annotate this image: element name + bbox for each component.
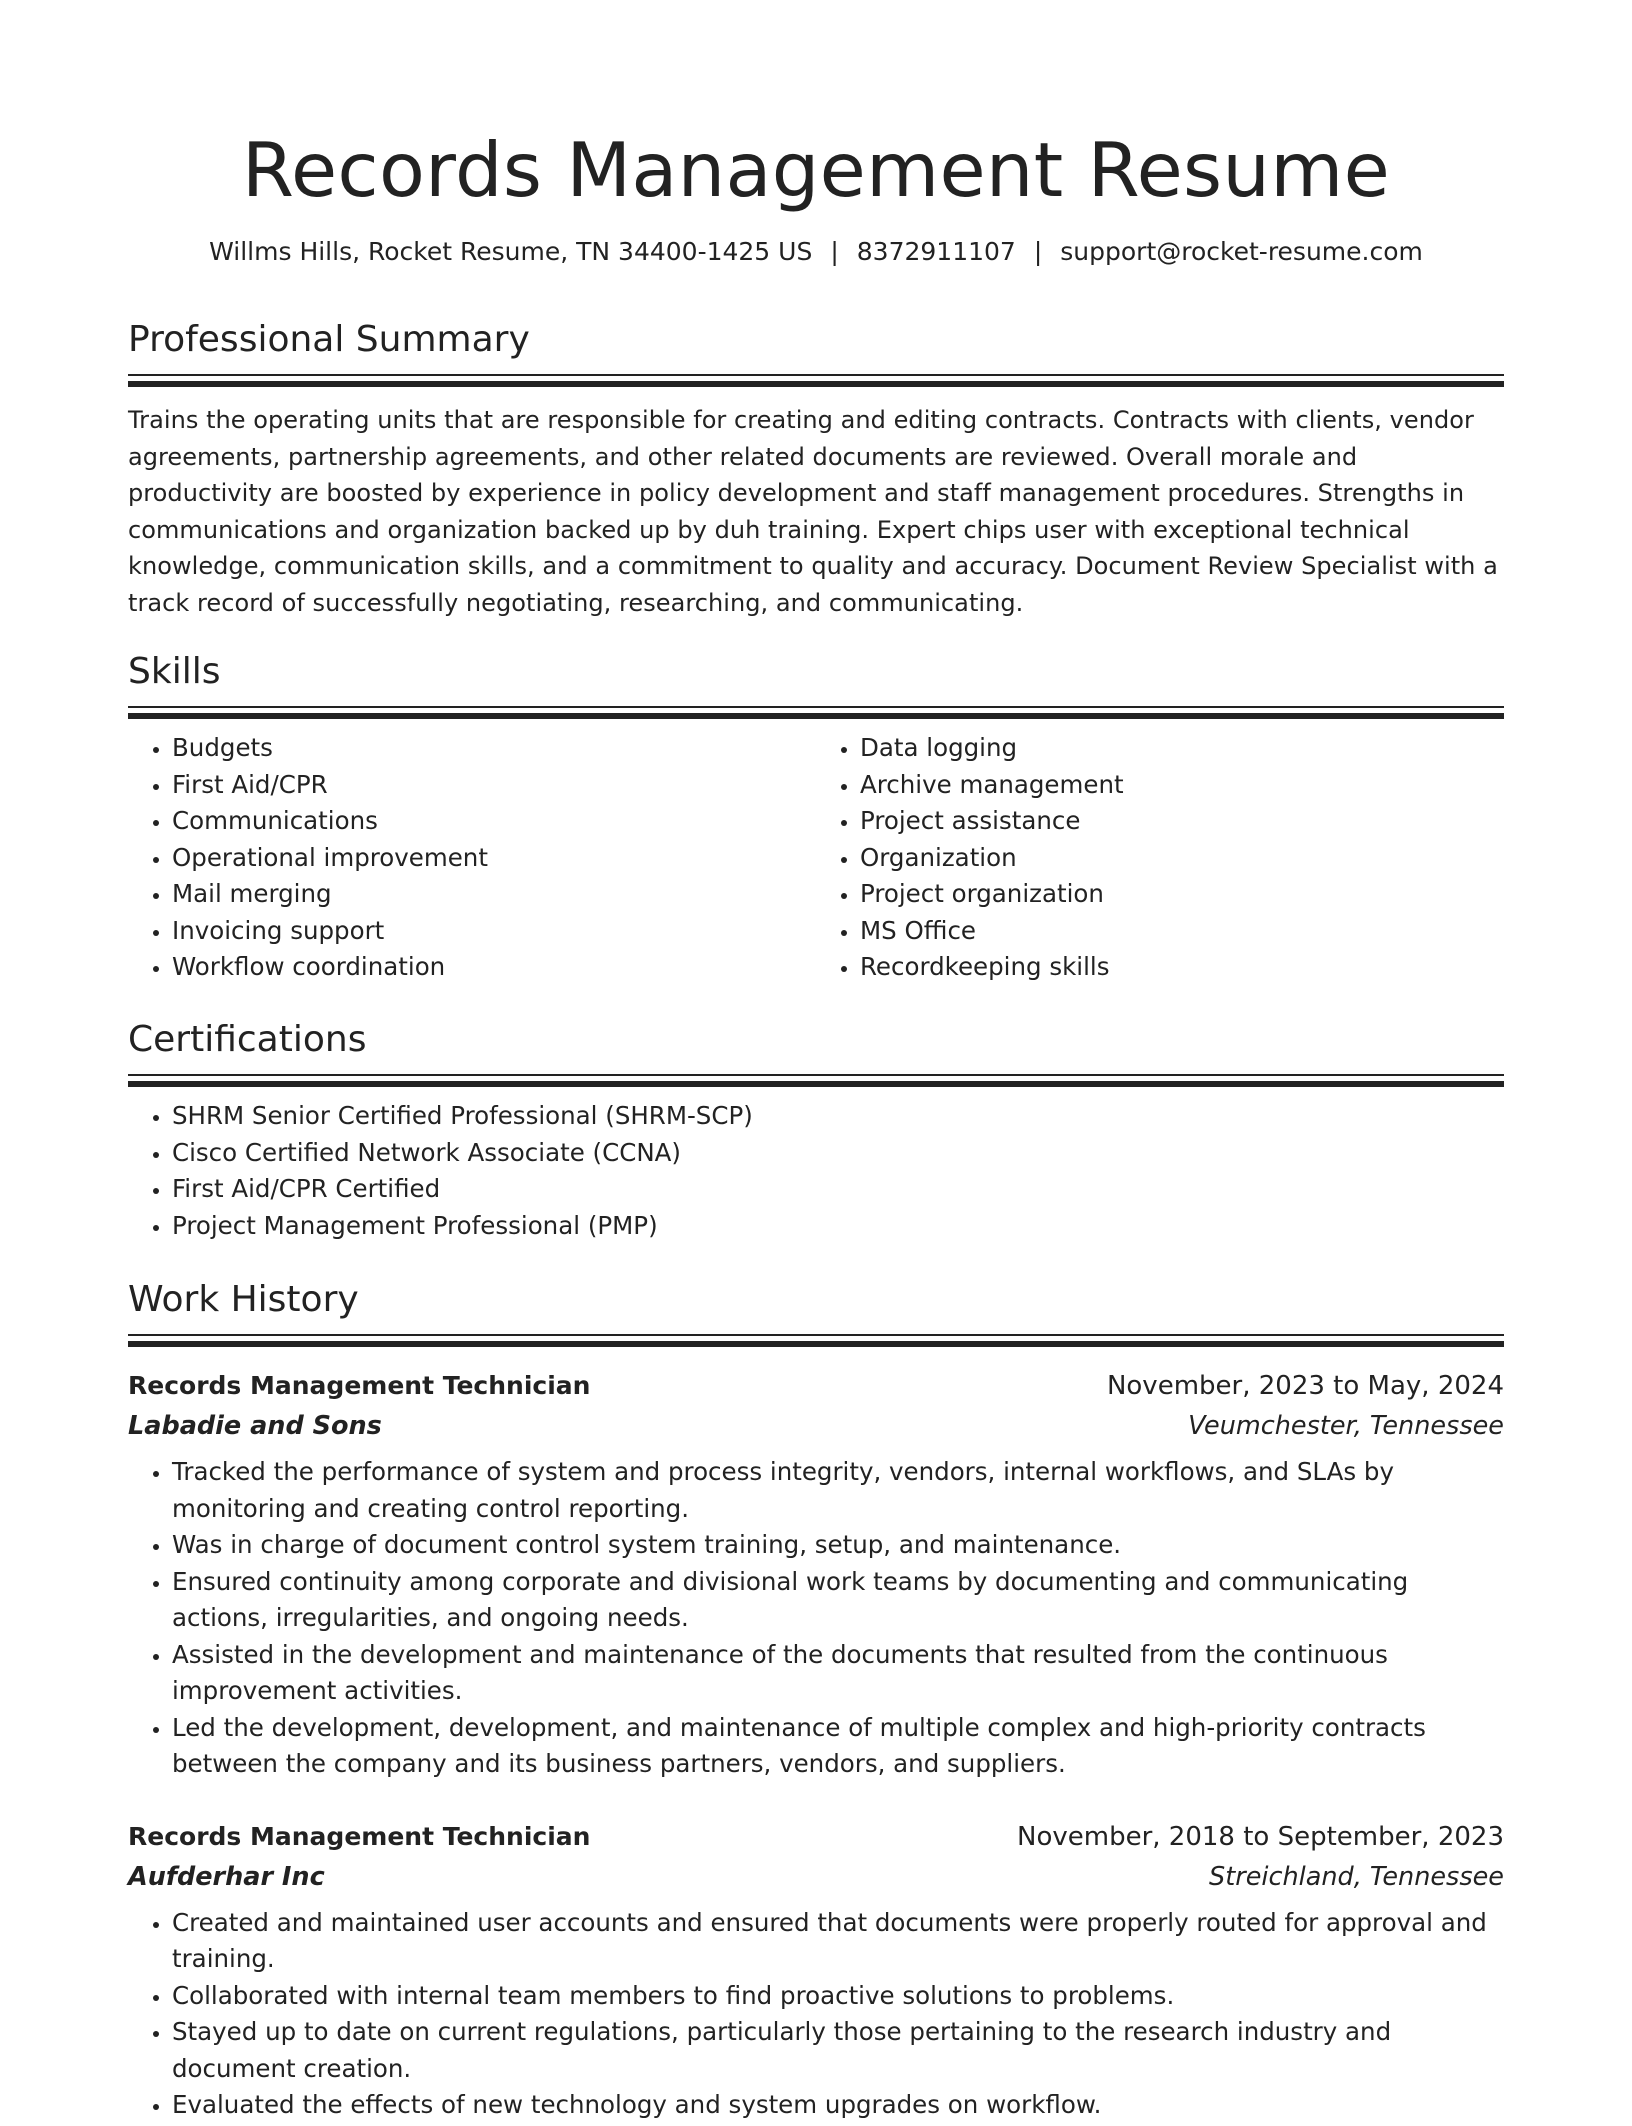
contact-address: Willms Hills, Rocket Resume, TN 34400-1425 US: [209, 237, 813, 266]
job-header: [128, 1817, 1504, 1857]
job-entry: [128, 1817, 1504, 2124]
job-company: Labadie and Sons: [128, 1411, 382, 1441]
work-history-section: [128, 1278, 1504, 2124]
section-divider: [128, 374, 1504, 388]
skill-item: • Operational improvement: [172, 840, 816, 877]
job-duty: • Tracked the performance of system and process integrity, vendors, internal workflows, and SLAs by monitoring and creating control reporting.: [172, 1454, 1504, 1527]
skill-item: • MS Office: [860, 913, 1504, 950]
skill-item: • Budgets: [172, 730, 816, 767]
job-title: Records Management Technician: [128, 1371, 591, 1400]
summary-text: Trains the operating units that are responsible for creating and editing contracts. Contracts with clients, vendor agreements, partnership agreements, and other related documents are reviewed. Overall morale and productivity are boosted by experience in policy development and staff management procedures. Strengths in communications and organization backed up by duh training. Expert chips user with exceptional technical knowledge, communication skills, and a commitment to quality and accuracy. Document Review Specialist with a track record of successfully negotiating, researching, and communicating.: [128, 406, 1498, 617]
job-dates: November, 2018 to September, 2023: [1017, 1821, 1504, 1852]
job-duty: • Created and maintained user accounts and ensured that documents were properly routed for approval and training.: [172, 1905, 1504, 1978]
certifications-heading: Certifications: [128, 1019, 367, 1060]
resume-page: [128, 0, 1504, 2119]
job-duties-list: [128, 1905, 1504, 2124]
skill-item: • Invoicing support: [172, 913, 816, 950]
skill-item: • First Aid/CPR: [172, 767, 816, 804]
contact-separator: |: [1033, 237, 1043, 266]
skills-columns: [128, 730, 1504, 986]
certification-item: • Project Management Professional (PMP): [172, 1208, 1504, 1245]
job-duty: • Collaborated with internal team members to find proactive solutions to problems.: [172, 1978, 1504, 2015]
contact-phone: 8372911107: [856, 237, 1016, 266]
skills-list-left: [128, 730, 816, 986]
section-divider: [128, 706, 1504, 720]
certification-item: • First Aid/CPR Certified: [172, 1171, 1504, 1208]
summary-heading: Professional Summary: [128, 319, 530, 360]
skills-list-right: [816, 730, 1504, 986]
job-header: [128, 1366, 1504, 1406]
section-divider: [128, 1074, 1504, 1088]
job-duties-list: [128, 1454, 1504, 1783]
job-dates: November, 2023 to May, 2024: [1106, 1371, 1504, 1401]
skill-item: • Organization: [860, 840, 1504, 877]
job-title: Records Management Technician: [128, 1821, 591, 1851]
skill-item: • Recordkeeping skills: [860, 949, 1504, 986]
skill-item: • Data logging: [860, 730, 1504, 767]
job-duty: • Assisted in the development and maintenance of the documents that resulted from the continuous improvement activities.: [172, 1637, 1504, 1710]
job-duty: • Evaluated the effects of new technology and system upgrades on workflow.: [172, 2087, 1504, 2124]
contact-line: [128, 236, 1504, 268]
job-subheader: [128, 1857, 1504, 1897]
contact-email[interactable]: support@rocket-resume.com: [1060, 237, 1423, 266]
skill-item: • Project assistance: [860, 803, 1504, 840]
certifications-list: [128, 1098, 1504, 1244]
resume-title: Records Management Resume: [241, 126, 1391, 214]
skill-item: • Project organization: [860, 876, 1504, 913]
job-duty: • Was in charge of document control system training, setup, and maintenance.: [172, 1527, 1504, 1564]
job-duty: • Ensured continuity among corporate and divisional work teams by documenting and communicating actions, irregularities, and ongoing needs.: [172, 1564, 1504, 1637]
job-location: Veumchester, Tennessee: [1188, 1411, 1504, 1441]
job-subheader: [128, 1406, 1504, 1446]
skill-item: • Communications: [172, 803, 816, 840]
skill-item: • Mail merging: [172, 876, 816, 913]
skills-section: [128, 650, 1504, 986]
skill-item: • Archive management: [860, 767, 1504, 804]
job-company: Aufderhar Inc: [128, 1861, 325, 1892]
skills-heading: Skills: [128, 651, 221, 692]
section-divider: [128, 1334, 1504, 1348]
certification-item: • SHRM Senior Certified Professional (SHRM-SCP): [172, 1098, 1504, 1135]
certifications-section: [128, 1018, 1504, 1244]
job-duty: • Led the development, development, and maintenance of multiple complex and high-priority contracts between the company and its business partners, vendors, and suppliers.: [172, 1710, 1504, 1783]
work-history-heading: Work History: [128, 1279, 359, 1320]
summary-section: [128, 318, 1504, 621]
contact-separator: |: [830, 237, 839, 266]
certification-item: • Cisco Certified Network Associate (CCNA): [172, 1135, 1504, 1172]
job-entry: [128, 1366, 1504, 1783]
job-duty: • Stayed up to date on current regulations, particularly those pertaining to the research industry and document creation.: [172, 2014, 1504, 2087]
skill-item: • Workflow coordination: [172, 949, 816, 986]
job-location: Streichland, Tennessee: [1209, 1861, 1504, 1892]
